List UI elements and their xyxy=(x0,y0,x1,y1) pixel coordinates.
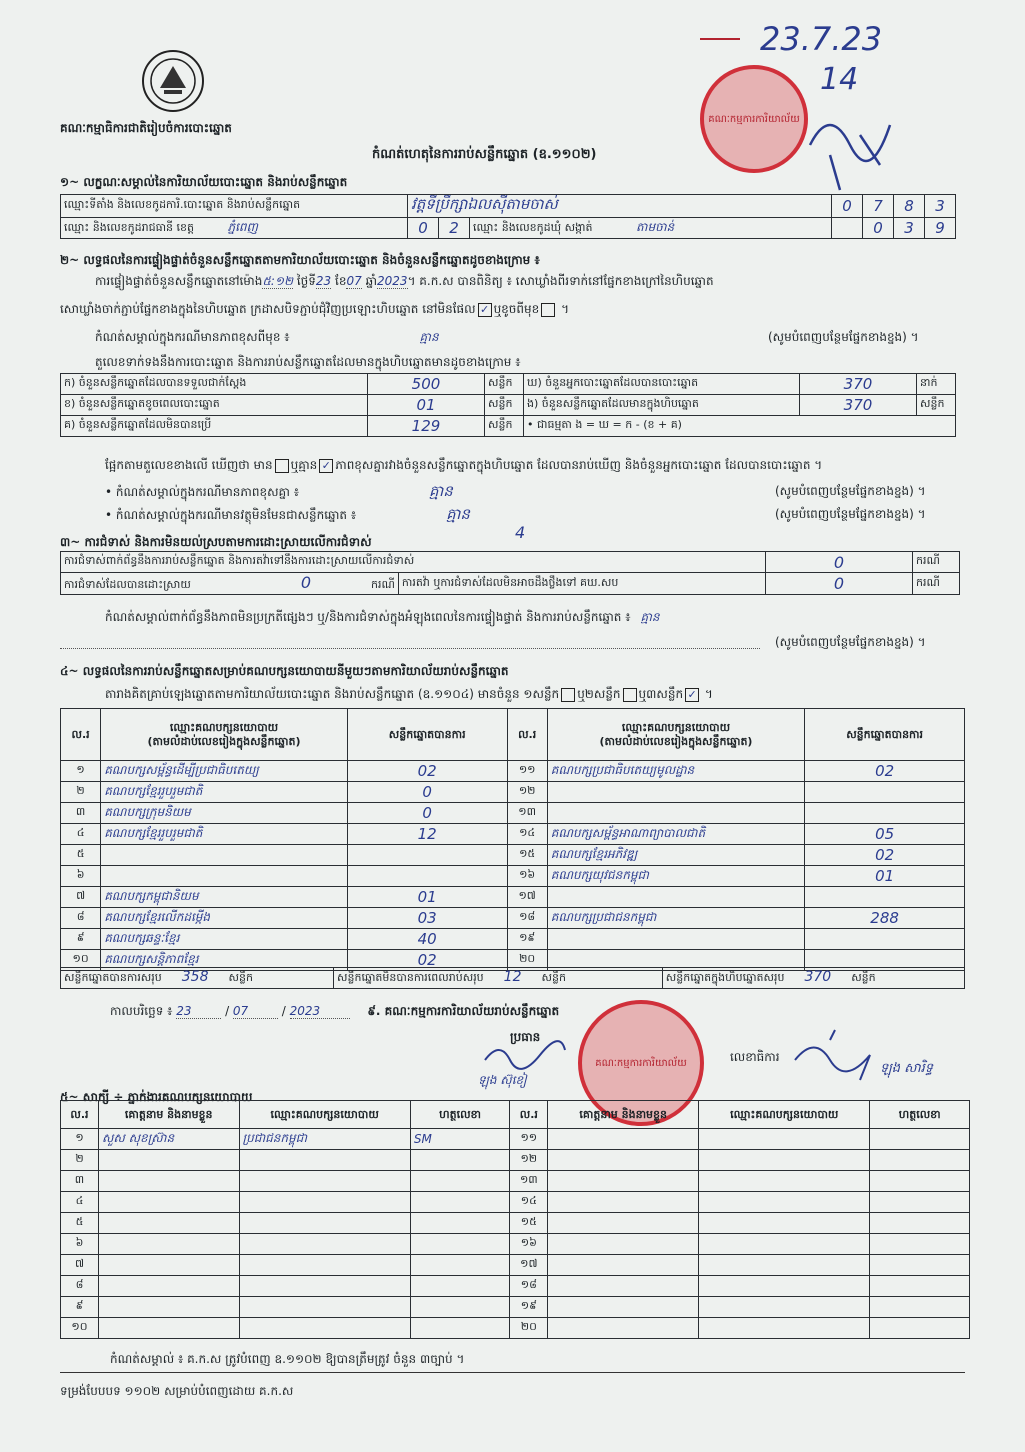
party-name xyxy=(547,782,805,803)
handwritten-dash xyxy=(700,38,740,40)
section1-heading: ១~ លក្ខណៈសម្គាល់នៃការិយាល័យបោះឆ្នោត និងរាប់សន្លឹកឆ្នោត xyxy=(60,175,348,189)
w-col-sign: ហត្ថលេខា xyxy=(410,1101,510,1129)
figure-value: 129 xyxy=(368,416,485,437)
party-name: គណបក្សប្រជាជនកម្ពុជា xyxy=(547,908,805,929)
witness-name xyxy=(98,1150,239,1171)
chair-label: ប្រធាន xyxy=(510,1030,541,1044)
figure-unit: សន្លឹក xyxy=(485,374,524,395)
witness-number: ១៨ xyxy=(510,1276,548,1297)
col-no: ល.រ xyxy=(507,709,547,761)
party-name: គណបក្សខ្មែរអភិវឌ្ឍ xyxy=(547,845,805,866)
section5-heading: ៥~ សាក្សី ÷ ភ្នាក់ងារគណបក្សនយោបាយ xyxy=(60,1090,253,1104)
witness-signature: SM xyxy=(410,1129,510,1150)
party-number: ១១ xyxy=(507,761,547,782)
verify-month: 07 xyxy=(346,274,362,288)
w-col-party: ឈ្មោះគណបក្សនយោបាយ xyxy=(239,1101,410,1129)
party-name: គណបក្សយុវជនកម្ពុជា xyxy=(547,866,805,887)
result-row xyxy=(61,782,965,803)
party-votes xyxy=(805,929,965,950)
party-number: ២ xyxy=(61,782,101,803)
bullet-difference-hint: (សូមបំពេញបន្ថែមផ្នែកខាងខ្នង) ។ xyxy=(775,484,926,498)
tally-sheet-line: តារាងគិតគ្រាប់ឡេងឆ្នោតតាមការិយាល័យបោះឆ្នោត និងរាប់សន្លឹកឆ្នោត (ឧ.១១០៤) មានចំនួន ១សន្លឹក ឬ២សន្លឹក ឬ៣សន្លឹក ✓ ។ xyxy=(105,687,713,701)
party-votes: 288 xyxy=(805,908,965,929)
commune-code-spacer xyxy=(832,218,863,239)
chair-signature xyxy=(480,1040,570,1070)
witness-signature xyxy=(870,1297,970,1318)
figure-value: 370 xyxy=(800,374,917,395)
figure-value: 370 xyxy=(800,395,917,416)
witness-signature xyxy=(870,1129,970,1150)
witness-party xyxy=(239,1192,410,1213)
witness-party xyxy=(239,1297,410,1318)
official-stamp-top: គណៈកម្មការការិយាល័យ xyxy=(700,65,808,173)
party-votes: 0 xyxy=(347,803,507,824)
unresolved-unit: ករណី xyxy=(913,573,960,595)
witness-number: ១៧ xyxy=(510,1255,548,1276)
one-sheet-checkbox[interactable] xyxy=(561,688,575,702)
total-box-value: 370 xyxy=(804,969,832,985)
witness-row xyxy=(61,1318,970,1339)
witness-name xyxy=(548,1192,699,1213)
witness-party xyxy=(699,1318,870,1339)
witness-signature xyxy=(410,1192,510,1213)
witness-body xyxy=(61,1129,970,1339)
station-label: ឈ្មោះទីតាំង និងលេខកូដការិ.បោះឆ្នោត និងរាប់សន្លឹកឆ្នោត xyxy=(61,195,408,218)
figure-value: 500 xyxy=(368,374,485,395)
total-invalid-cell: សន្លឹកឆ្នោតមិនបានការពេលរាប់សរុប 12 សន្លឹក xyxy=(334,968,663,989)
witness-name xyxy=(98,1192,239,1213)
witness-signature xyxy=(410,1297,510,1318)
result-row xyxy=(61,887,965,908)
date-month: 07 xyxy=(233,1004,278,1019)
witness-name xyxy=(98,1297,239,1318)
verification-paragraph-1: ការផ្ទៀងផ្ទាត់ចំនួនសន្លឹកឆ្នោតនៅម៉ោង៥:១២ ថ្ងៃទី23 ខែ07 ឆ្នាំ2023។ គ.ក.ស បានពិនិត្យ ៖ សោឃ្លាំងពីរទាក់នៅផ្នែកខាងក្រៅនៃហិបឆ្នោត xyxy=(95,274,714,288)
agency-name: គណៈកម្មាធិការជាតិរៀបចំការបោះឆ្នោត xyxy=(60,121,232,135)
result-row xyxy=(61,929,965,950)
secretary-name: ឡុង សារិទ្ធ xyxy=(880,1061,934,1076)
emblem-icon xyxy=(140,48,206,114)
witness-name xyxy=(548,1255,699,1276)
results-table xyxy=(60,708,965,971)
station-code-1: 0 xyxy=(832,195,863,218)
witness-name xyxy=(548,1297,699,1318)
results-body xyxy=(61,761,965,971)
party-number: ១៣ xyxy=(507,803,547,824)
party-name: គណបក្សសម្ព័ន្ធអាណាព្យាបាលជាតិ xyxy=(547,824,805,845)
witness-number: ១៦ xyxy=(510,1234,548,1255)
witness-number: ២ xyxy=(61,1150,99,1171)
commune-value: តាមចាន់ xyxy=(636,220,675,234)
station-code-4: 3 xyxy=(925,195,956,218)
verify-day: 23 xyxy=(315,274,332,288)
witness-name: សួស សុខស្រ៊ាន xyxy=(98,1129,239,1150)
party-name xyxy=(547,803,805,824)
witness-signature xyxy=(870,1234,970,1255)
witness-row xyxy=(61,1213,970,1234)
witness-name xyxy=(98,1255,239,1276)
witness-signature xyxy=(870,1150,970,1171)
witness-row xyxy=(61,1129,970,1150)
witness-signature xyxy=(410,1234,510,1255)
difference-note-value: គ្មាន xyxy=(419,330,439,344)
irregularity-note-value: គ្មាន xyxy=(640,610,660,624)
col-no: ល.រ xyxy=(61,709,101,761)
party-votes: 03 xyxy=(347,908,507,929)
footer-note: កំណត់សម្គាល់ ៖ គ.ក.ស ត្រូវបំពេញ ឧ.១១០២ ឱ្យបានត្រឹមត្រូវ ចំនួន ៣ច្បាប់ ។ xyxy=(110,1352,465,1366)
difference-note-hint: (សូមបំពេញបន្ថែមផ្នែកខាងខ្នង) ។ xyxy=(768,330,919,344)
commune-code-2: 3 xyxy=(894,218,925,239)
two-sheet-checkbox[interactable] xyxy=(623,688,637,702)
witness-party xyxy=(699,1276,870,1297)
party-votes: 12 xyxy=(347,824,507,845)
unresolved-value: 0 xyxy=(766,573,913,595)
figure-label: ឃ) ចំនួនអ្នកបោះឆ្នោតដែលបានបោះឆ្នោត xyxy=(524,374,800,395)
party-votes: 01 xyxy=(347,887,507,908)
witness-row xyxy=(61,1150,970,1171)
witness-signature xyxy=(870,1318,970,1339)
witness-signature xyxy=(870,1171,970,1192)
party-name xyxy=(101,845,348,866)
date-day: 23 xyxy=(176,1004,221,1019)
figure-label: ង) ចំនួនសន្លឹកឆ្នោតដែលមានក្នុងហិបឆ្នោត xyxy=(524,395,800,416)
damaged-checkbox[interactable] xyxy=(541,303,555,317)
party-name: គណបក្សសន្តិភាពខ្មែរ xyxy=(101,950,348,971)
witness-signature xyxy=(870,1213,970,1234)
witness-name xyxy=(548,1276,699,1297)
w-col-no: ល.រ xyxy=(510,1101,548,1129)
witness-name xyxy=(548,1318,699,1339)
party-name xyxy=(101,866,348,887)
party-votes xyxy=(805,887,965,908)
witness-table xyxy=(60,1100,970,1339)
party-number: ១៤ xyxy=(507,824,547,845)
witness-row xyxy=(61,1171,970,1192)
witness-row xyxy=(61,1234,970,1255)
bullet-objects-hint: (សូមបំពេញបន្ថែមផ្នែកខាងខ្នង) ។ xyxy=(775,507,926,521)
handwritten-date: 23.7.23 xyxy=(760,20,883,58)
witness-party xyxy=(699,1171,870,1192)
w-col-no: ល.រ xyxy=(61,1101,99,1129)
witness-name xyxy=(98,1234,239,1255)
party-name: គណបក្សប្រជាធិបតេយ្យមូលដ្ឋាន xyxy=(547,761,805,782)
dotted-line xyxy=(60,648,760,649)
result-row xyxy=(61,824,965,845)
total-invalid-value: 12 xyxy=(503,969,522,985)
date-line: កាលបរិច្ឆេទ ៖ 23 / 07 / 2023 ៩. គណៈកម្មការការិយាល័យរាប់សន្លឹកឆ្នោត xyxy=(110,1004,560,1018)
objections-unit: ករណី xyxy=(913,552,960,573)
witness-party xyxy=(239,1234,410,1255)
witness-number: ១៥ xyxy=(510,1213,548,1234)
w-col-sign: ហត្ថលេខា xyxy=(870,1101,970,1129)
witness-signature xyxy=(410,1213,510,1234)
comparison-line: ផ្អែកតាមតួលេខខាងលើ ឃើញថា មាន ឬគ្មាន ✓ ភាពខុសគ្នារវាងចំនួនសន្លឹកឆ្នោតក្នុងហិបឆ្នោត ដែលបានរាប់ឃើញ និងចំនួនអ្នកបោះឆ្នោត ដែលបានបោះឆ្នោត ។ xyxy=(105,458,823,472)
result-row xyxy=(61,866,965,887)
witness-name xyxy=(548,1171,699,1192)
figures-row xyxy=(61,416,956,437)
party-number: ១៨ xyxy=(507,908,547,929)
witness-name xyxy=(98,1213,239,1234)
party-number: ១២ xyxy=(507,782,547,803)
signature-top xyxy=(800,85,910,195)
result-row xyxy=(61,845,965,866)
witness-signature xyxy=(410,1171,510,1192)
figure-label: គ) ចំនួនសន្លឹកឆ្នោតដែលមិនបានប្រើ xyxy=(61,416,368,437)
party-votes: 02 xyxy=(347,761,507,782)
intact-checkbox[interactable]: ✓ xyxy=(478,303,492,317)
party-name: គណបក្សឆន្ទៈខ្មែរ xyxy=(101,929,348,950)
witness-signature xyxy=(410,1276,510,1297)
witness-number: ៨ xyxy=(61,1276,99,1297)
has-difference-checkbox[interactable] xyxy=(275,459,289,473)
no-difference-checkbox[interactable]: ✓ xyxy=(319,459,333,473)
objections-table xyxy=(60,551,960,595)
figures-table xyxy=(60,373,956,437)
witness-signature xyxy=(870,1276,970,1297)
col-votes: សន្លឹកឆ្នោតបានការ xyxy=(805,709,965,761)
station-code-3: 8 xyxy=(894,195,925,218)
witness-number: ៣ xyxy=(61,1171,99,1192)
party-name: គណបក្សខ្មែររួបរួមជាតិ xyxy=(101,782,348,803)
party-votes xyxy=(347,866,507,887)
witness-row xyxy=(61,1276,970,1297)
chair-name: ឡុង ស៊ុខៀ xyxy=(478,1073,527,1087)
witness-party xyxy=(699,1297,870,1318)
witness-party xyxy=(699,1129,870,1150)
total-valid-cell: សន្លឹកឆ្នោតបានការសរុប 358 សន្លឹក xyxy=(61,968,334,989)
official-stamp-bottom: គណៈកម្មការការិយាល័យ xyxy=(578,1000,704,1126)
party-number: ៦ xyxy=(61,866,101,887)
witness-party xyxy=(239,1213,410,1234)
party-name xyxy=(547,887,805,908)
irregularity-hint: (សូមបំពេញបន្ថែមផ្នែកខាងខ្នង) ។ xyxy=(775,635,926,649)
bullet-objects: • កំណត់សម្គាល់ក្នុងករណីមានវត្ថុមិនមែនជាសន្លឹកឆ្នោត ៖ គ្មាន xyxy=(105,505,470,523)
result-row xyxy=(61,761,965,782)
verify-time: ៥:១២ xyxy=(262,274,294,288)
witness-party xyxy=(699,1255,870,1276)
section2-heading: ២~ លទ្ធផលនៃការផ្ទៀងផ្ទាត់ចំនួនសន្លឹកឆ្នោតតាមការិយាល័យបោះឆ្នោត និងចំនួនសន្លឹកឆ្នោតដូចខាងក្រោម ៖ xyxy=(60,253,540,267)
figure-unit: សន្លឹក xyxy=(917,395,956,416)
figure-formula: • ជាធម្មតា ង = ឃ = ក - (ខ + គ) xyxy=(524,416,956,437)
witness-name xyxy=(548,1234,699,1255)
witness-number: ២០ xyxy=(510,1318,548,1339)
figure-label: ខ) ចំនួនសន្លឹកឆ្នោតខូចពេលបោះឆ្នោត xyxy=(61,395,368,416)
witness-number: ១៤ xyxy=(510,1192,548,1213)
col-votes: សន្លឹកឆ្នោតបានការ xyxy=(347,709,507,761)
witness-signature xyxy=(410,1150,510,1171)
witness-signature xyxy=(870,1255,970,1276)
party-number: ១៩ xyxy=(507,929,547,950)
w-col-name: គោត្តនាម និងនាមខ្លួន xyxy=(98,1101,239,1129)
witness-number: ១២ xyxy=(510,1150,548,1171)
witness-number: ៥ xyxy=(61,1213,99,1234)
witness-party xyxy=(699,1234,870,1255)
resolved-cell: ការជំទាស់ដែលបានដោះស្រាយ 0 ករណី xyxy=(61,573,399,595)
bullet-difference: • កំណត់សម្គាល់ក្នុងករណីមានភាពខុសគ្នា ៖ គ្មាន xyxy=(105,482,453,500)
bullet-difference-value: គ្មាន xyxy=(429,482,453,500)
footer-rule xyxy=(60,1372,965,1373)
total-box-cell: សន្លឹកឆ្នោតក្នុងហិបឆ្នោតសរុប 370 សន្លឹក xyxy=(662,968,964,989)
party-number: ១០ xyxy=(61,950,101,971)
witness-party xyxy=(239,1318,410,1339)
witness-signature xyxy=(410,1318,510,1339)
figure-value: 01 xyxy=(368,395,485,416)
figures-lead: តួលេខទាក់ទងនឹងការបោះឆ្នោត និងការរាប់សន្លឹកឆ្នោតដែលមានក្នុងហិបឆ្នោតមានដូចខាងក្រោម ៖ xyxy=(95,355,521,369)
witness-party xyxy=(239,1150,410,1171)
witness-party xyxy=(239,1276,410,1297)
party-votes: 01 xyxy=(805,866,965,887)
party-number: ២០ xyxy=(507,950,547,971)
party-votes xyxy=(805,803,965,824)
party-votes: 0 xyxy=(347,782,507,803)
district-value: ភ្នំពេញ xyxy=(227,220,258,234)
three-sheet-checkbox[interactable]: ✓ xyxy=(685,688,699,702)
district-code-1: 0 xyxy=(408,218,439,239)
section4-heading: ៤~ លទ្ធផលនៃការរាប់សន្លឹកឆ្នោតសម្រាប់គណបក្សនយោបាយនីមួយៗតាមការិយាល័យរាប់សន្លឹកឆ្នោត xyxy=(60,664,509,678)
party-name: គណបក្សខ្មែររួបរួមជាតិ xyxy=(101,824,348,845)
w-col-name: គោត្តនាម និងនាមខ្លួន xyxy=(548,1101,699,1129)
verification-paragraph-2: សោឃ្លាំងចាក់ភ្ជាប់ផ្នែកខាងក្នុងនៃហិបឆ្នោត ក្រដាសបិទភ្ជាប់ជុំវិញប្រឡោះហិបឆ្នោត នៅមិនផែល ✓ ឬខូចពីមុខ ។ xyxy=(60,302,569,316)
party-number: ១ xyxy=(61,761,101,782)
witness-name xyxy=(98,1318,239,1339)
handwritten-time: 14 xyxy=(820,62,859,97)
party-number: ១៦ xyxy=(507,866,547,887)
witness-name xyxy=(548,1150,699,1171)
party-number: ១៧ xyxy=(507,887,547,908)
witness-number: ១០ xyxy=(61,1318,99,1339)
w-col-party: ឈ្មោះគណបក្សនយោបាយ xyxy=(699,1101,870,1129)
witness-row xyxy=(61,1192,970,1213)
party-name: គណបក្សខ្មែរលើកដម្កើង xyxy=(101,908,348,929)
commune-cell: ឈ្មោះ និងលេខកូដឃុំ សង្កាត់ តាមចាន់ xyxy=(470,218,832,239)
witness-name xyxy=(98,1171,239,1192)
party-votes: 02 xyxy=(347,950,507,971)
witness-number: ៧ xyxy=(61,1255,99,1276)
col-party: ឈ្មោះគណបក្សនយោបាយ (តាមលំដាប់លេខរៀងក្នុងសន្លឹកឆ្នោត) xyxy=(547,709,805,761)
witness-party xyxy=(239,1171,410,1192)
figure-label: ក) ចំនួនសន្លឹកឆ្នោតដែលបានទទួលជាក់ស្តែង xyxy=(61,374,368,395)
witness-party xyxy=(239,1255,410,1276)
commune-code-3: 9 xyxy=(925,218,956,239)
figure-unit: សន្លឹក xyxy=(485,395,524,416)
col-party: ឈ្មោះគណបក្សនយោបាយ (តាមលំដាប់លេខរៀងក្នុងសន្លឹកឆ្នោត) xyxy=(101,709,348,761)
district-code-2: 2 xyxy=(439,218,470,239)
date-year: 2023 xyxy=(290,1004,350,1019)
result-row xyxy=(61,908,965,929)
witness-signature xyxy=(410,1255,510,1276)
witness-number: ១៩ xyxy=(510,1297,548,1318)
party-name: គណបក្សសម្ព័ន្ធដើម្បីប្រជាធិបតេយ្យ xyxy=(101,761,348,782)
party-number: ៩ xyxy=(61,929,101,950)
witness-number: ៦ xyxy=(61,1234,99,1255)
result-row xyxy=(61,803,965,824)
form-note: ទម្រង់បែបបទ ១១០២ សម្រាប់បំពេញដោយ គ.ក.ស xyxy=(60,1384,294,1398)
party-votes: 02 xyxy=(805,761,965,782)
difference-note: កំណត់សម្គាល់ក្នុងករណីមានភាពខុសពីមុខ ៖ គ្មាន xyxy=(95,330,439,344)
witness-row xyxy=(61,1255,970,1276)
witness-party xyxy=(699,1192,870,1213)
figure-unit: នាក់ xyxy=(917,374,956,395)
party-name: គណបក្សកម្ពុជានិយម xyxy=(101,887,348,908)
witness-name xyxy=(548,1129,699,1150)
party-number: ៧ xyxy=(61,887,101,908)
unresolved-label: ការតវ៉ា ឬការជំទាស់ដែលមិនអាចដឹងថ្លឹងទៅ គឃ.សប xyxy=(398,573,765,595)
witness-signature xyxy=(870,1192,970,1213)
form-title: កំណត់ហេតុនៃការរាប់សន្លឹកឆ្នោត (ឧ.១១០២) xyxy=(372,147,597,162)
figures-row xyxy=(61,374,956,395)
total-valid-value: 358 xyxy=(181,969,209,985)
party-number: ៨ xyxy=(61,908,101,929)
witness-number: ១១ xyxy=(510,1129,548,1150)
witness-party: ប្រជាជនកម្ពុជា xyxy=(239,1129,410,1150)
resolved-value: 0 xyxy=(300,573,311,592)
district-label: ឈ្មោះ និងលេខកូដរាជធានី ខេត្ត ភ្នំពេញ xyxy=(61,218,408,239)
totals-table xyxy=(60,967,965,989)
figure-unit: សន្លឹក xyxy=(485,416,524,437)
party-votes xyxy=(347,845,507,866)
party-number: ៥ xyxy=(61,845,101,866)
witness-number: ៩ xyxy=(61,1297,99,1318)
witness-party xyxy=(699,1213,870,1234)
party-votes: 05 xyxy=(805,824,965,845)
witness-row xyxy=(61,1297,970,1318)
witness-party xyxy=(699,1150,870,1171)
party-votes xyxy=(805,782,965,803)
witness-number: ១ xyxy=(61,1129,99,1150)
witness-number: ១៣ xyxy=(510,1171,548,1192)
section3-heading: ៣~ ការជំទាស់ និងការមិនយល់ស្របតាមការដោះស្រាយលើការជំទាស់ xyxy=(60,535,372,549)
party-number: ៣ xyxy=(61,803,101,824)
objections-value: 0 xyxy=(766,552,913,573)
witness-number: ៤ xyxy=(61,1192,99,1213)
party-votes: 40 xyxy=(347,929,507,950)
witness-name xyxy=(548,1213,699,1234)
irregularity-note: កំណត់សម្គាល់ពាក់ព័ន្ធនឹងភាពមិនប្រក្រតីផ្សេងៗ ឬ/និងការជំទាស់ក្នុងអំឡុងពេលនៃការផ្ទៀងផ្ទាត់ និងការរាប់សន្លឹកឆ្នោត ៖ គ្មាន xyxy=(105,610,660,624)
party-name: គណបក្សក្រុមនិយម xyxy=(101,803,348,824)
party-number: ៤ xyxy=(61,824,101,845)
station-value: វត្តទីប្រឹក្សាឯលស៊ីតាមចាស់ xyxy=(408,195,832,218)
bullet-objects-extra: 4 xyxy=(515,523,526,542)
party-name xyxy=(547,929,805,950)
objections-label: ការជំទាស់ពាក់ព័ន្ធនឹងការរាប់សន្លឹកឆ្នោត និងការតវ៉ាទៅនឹងការដោះស្រាយលើការជំទាស់ xyxy=(61,552,766,573)
party-votes: 02 xyxy=(805,845,965,866)
station-code-2: 7 xyxy=(863,195,894,218)
witness-name xyxy=(98,1276,239,1297)
secretary-label: លេខាធិការ xyxy=(730,1050,780,1064)
verify-year: 2023 xyxy=(377,274,408,288)
party-number: ១៥ xyxy=(507,845,547,866)
station-table xyxy=(60,194,956,239)
figures-row xyxy=(61,395,956,416)
commune-code-1: 0 xyxy=(863,218,894,239)
bullet-objects-value: គ្មាន xyxy=(446,505,470,523)
